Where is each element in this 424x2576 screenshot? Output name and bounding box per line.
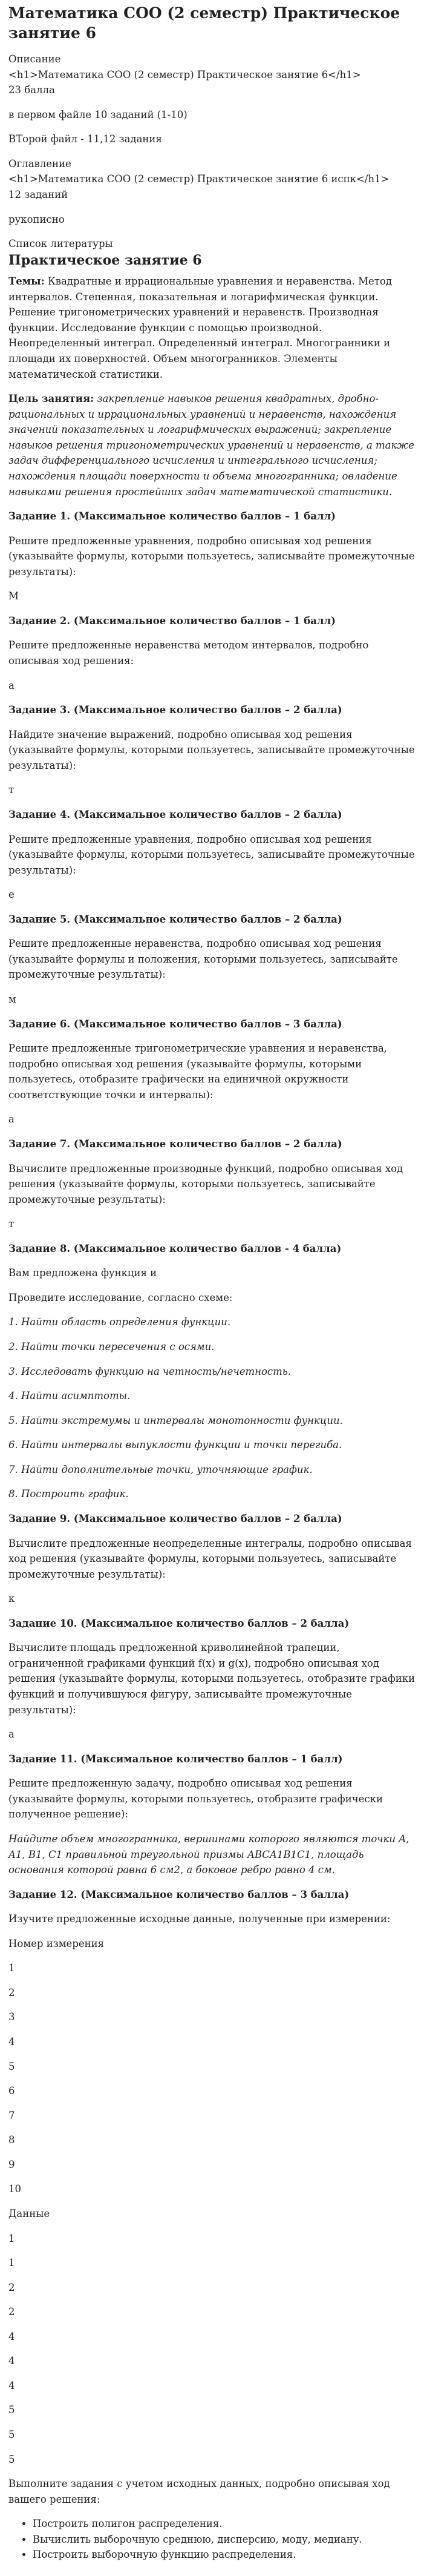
task-11 [8, 1751, 416, 1878]
scheme-step: 4. Найти асимптоты. [8, 1390, 131, 1402]
data-label: Данные [8, 2207, 50, 2219]
scheme-steps [8, 1314, 416, 1502]
scheme-step: 8. Построить график. [8, 1488, 129, 1500]
bullet-item: • Построить полигон распределения. [33, 2516, 416, 2532]
task-text: Вычислите предложенные производные функций, подробно описывая ход решения (указывайте формулы, которыми пользуетесь, записывайте промежуточные результаты): [8, 1162, 403, 1205]
task-7 [8, 1136, 416, 1232]
data-value: 5 [8, 2453, 15, 2465]
task-answer: к [8, 1593, 15, 1605]
task-2 [8, 613, 416, 693]
task-heading: Задание 6. (Максимальное количество баллов – 3 балла) [8, 1018, 342, 1030]
task-heading: Задание 8. (Максимальное количество баллов - 4 балла) [8, 1242, 342, 1254]
task-text: Найдите значение выражений, подробно описывая ход решения (указывайте формулы, которыми пользуетесь, записывайте промежуточные результаты): [8, 728, 415, 771]
scheme-step: 2. Найти точки пересечения с осями. [8, 1341, 215, 1353]
bullet-item: • Вычислить выборочную среднюю, дисперсию, моду, медиану. [33, 2532, 416, 2548]
meta-section [8, 51, 416, 252]
goal-text: закрепление навыков решения квадратных, дробно-рациональных и иррациональных уравнений и неравенств, нахождения значений показательных и логарифмических выражений; закрепление навыков решения тригонометрических уравнений и неравенств, а также задач дифференциального исчисления и интегрального исчисления; нахождения площади поверхности и объема многогранника; овладение навыками решения простейших задач математической статистики. [8, 393, 414, 498]
description-h1-line: <h1>Математика СОО (2 семестр) Практическое занятие 6</h1> [8, 68, 361, 81]
measure-label: Номер измерения [8, 1937, 105, 1949]
measure-number: 7 [8, 2109, 15, 2121]
task-3 [8, 702, 416, 798]
task-text: Решите предложенные неравенства, подробно описывая ход решения (указывайте формулы и положения, которыми пользуетесь, записывайте промежуточные результаты): [8, 938, 398, 981]
task-text: Решите предложенные уравнения, подробно описывая ход решения (указывайте формулы, которыми пользуетесь, записывайте промежуточные результаты): [8, 833, 415, 876]
task-text: Решите предложенную задачу, подробно описывая ход решения (указывайте формулы, которыми пользуетесь, отобразите графически полученное решение): [8, 1777, 383, 1820]
measure-number: 2 [8, 1986, 15, 1998]
task-answer: а [8, 679, 15, 691]
goal-label: Цель занятия: [8, 393, 94, 405]
measure-number: 4 [8, 2036, 15, 2048]
instruction-bullets [33, 2516, 416, 2563]
task-heading: Задание 10. (Максимальное количество баллов – 2 балла) [8, 1617, 350, 1629]
task-text: Вычислите площадь предложенной криволинейной трапеции, ограниченной графиками функций f(x) и g(x), подробно описывая ход решения (указывайте формулы, которыми пользуетесь, отобразите графики функций и получившуюся фигуру, записывайте промежуточные результаты): [8, 1642, 416, 1716]
task-10 [8, 1616, 416, 1742]
data-value: 5 [8, 2404, 15, 2416]
goal-paragraph [8, 391, 416, 499]
bibliography-text: Список литературы [8, 238, 113, 250]
task-text: Решите предложенные уравнения, подробно описывая ход решения (указывайте формулы, которыми пользуетесь, записывайте промежуточные результаты): [8, 535, 415, 578]
task-heading: Задание 11. (Максимальное количество баллов – 1 балл) [8, 1753, 343, 1765]
task-text: Решите предложенные неравенства методом интервалов, подробно описывая ход решения: [8, 639, 369, 667]
second-file-text: ВТорой файл - 11,12 задания [8, 133, 162, 145]
measure-number: 5 [8, 2060, 15, 2072]
topics-paragraph [8, 274, 416, 382]
topics-text: Квадратные и иррациональные уравнения и неравенства. Метод интервалов. Степенная, показательная и логарифмическая функции. Решение тригонометрических уравнений и неравенств. Производная функции. Исследование функции с помощью производной. Неопределенный интеграл. Определенный интеграл. Многогранники и площади их поверхностей. Объем многогранников. Элементы математической статистики. [8, 275, 393, 380]
bullet-item: • Построить выборочную функцию распределения. [33, 2547, 416, 2563]
measure-number: 10 [8, 2183, 21, 2195]
description-label: Описание [8, 53, 61, 65]
task-text: Решите предложенные тригонометрические уравнения и неравенства, подробно описывая ход решения (указывайте формулы, которыми пользуетесь, отобразите графически на единичной окружности соответствующие точки и интервалы): [8, 1043, 388, 1101]
task-text: Изучите предложенные исходные данные, полученные при измерении: [8, 1913, 391, 1925]
scheme-step: 1. Найти область определения функции. [8, 1316, 231, 1328]
task-9 [8, 1511, 416, 1607]
scheme-step: 3. Исследовать функцию на четность/нечетность. [8, 1365, 292, 1377]
scheme-intro: Проведите исследование, согласно схеме: [8, 1291, 233, 1303]
task-problem: Найдите объем многогранника, вершинами которого являются точки A, A1, B1, C1 правильной треугольной призмы ABCA1B1C1, площадь основания которой равна 6 см2, а боковое ребро равно 4 см. [8, 1833, 409, 1876]
points-text: 23 балла [8, 84, 55, 96]
data-value: 2 [8, 2306, 15, 2318]
task-heading: Задание 7. (Максимальное количество баллов – 2 балла) [8, 1138, 342, 1150]
task-5 [8, 912, 416, 1007]
toc-h1-line: <h1>Математика СОО (2 семестр) Практическое занятие 6 испк</h1> [8, 173, 390, 185]
task-heading: Задание 4. (Максимальное количество баллов – 2 балла) [8, 808, 342, 820]
task-12 [8, 1887, 416, 2563]
handwritten-text: рукописно [8, 213, 65, 225]
task-answer: т [8, 784, 15, 796]
data-value: 4 [8, 2355, 15, 2367]
toc-count: 12 заданий [8, 188, 68, 200]
task-answer: а [8, 1728, 15, 1741]
task-instructions: Выполните задания с учетом исходных данных, подробно описывая ход вашего решения: [8, 2478, 390, 2505]
task-heading: Задание 5. (Максимальное количество баллов – 2 балла) [8, 913, 342, 925]
data-value: 1 [8, 2232, 15, 2244]
task-4 [8, 807, 416, 903]
task-heading: Задание 9. (Максимальное количество баллов – 2 балла) [8, 1512, 342, 1524]
lesson-title: Практическое занятие 6 [8, 252, 202, 268]
toc-label: Оглавление [8, 157, 71, 170]
measure-number: 9 [8, 2158, 15, 2170]
scheme-step: 6. Найти интервалы выпуклости функции и точки перегиба. [8, 1439, 342, 1451]
data-value: 4 [8, 2330, 15, 2342]
task-heading: Задание 2. (Максимальное количество баллов – 1 балл) [8, 614, 336, 627]
topics-label: Темы: [8, 275, 45, 288]
first-file-text: в первом файле 10 заданий (1-10) [8, 108, 188, 120]
task-answer: а [8, 1113, 15, 1125]
task-heading: Задание 1. (Максимальное количество баллов – 1 балл) [8, 510, 336, 522]
scheme-step: 5. Найти экстремумы и интервалы монотонности функции. [8, 1414, 343, 1426]
task-answer: т [8, 1218, 15, 1230]
measure-number: 6 [8, 2085, 15, 2097]
data-value: 5 [8, 2429, 15, 2441]
task-answer: е [8, 889, 15, 901]
task-heading: Задание 12. (Максимальное количество баллов – 3 балла) [8, 1888, 350, 1900]
scheme-step: 7. Найти дополнительные точки, уточняющие график. [8, 1463, 313, 1475]
task-6 [8, 1016, 416, 1127]
measure-number: 3 [8, 2011, 15, 2023]
task-answer: м [8, 993, 16, 1006]
measure-number: 1 [8, 1962, 15, 1974]
task-heading: Задание 3. (Максимальное количество баллов – 2 балла) [8, 704, 342, 716]
data-list [8, 2206, 416, 2467]
measure-list [8, 1936, 416, 2197]
tasks-list [8, 509, 416, 2563]
task-8 [8, 1241, 416, 1502]
task-intro: Вам предложена функция и [8, 1267, 157, 1279]
data-value: 2 [8, 2281, 15, 2293]
task-text: Вычислите предложенные неопределенные интегралы, подробно описывая ход решения (указывайте формулы, которыми пользуетесь, записывайте промежуточные результаты): [8, 1537, 412, 1580]
measure-number: 8 [8, 2134, 15, 2146]
description-block [8, 51, 416, 98]
task-answer: М [8, 590, 19, 602]
task-1 [8, 509, 416, 604]
data-value: 4 [8, 2379, 15, 2391]
page-title: Математика СОО (2 семестр) Практическое занятие 6 [8, 4, 400, 42]
data-value: 1 [8, 2257, 15, 2269]
toc-block [8, 156, 416, 203]
